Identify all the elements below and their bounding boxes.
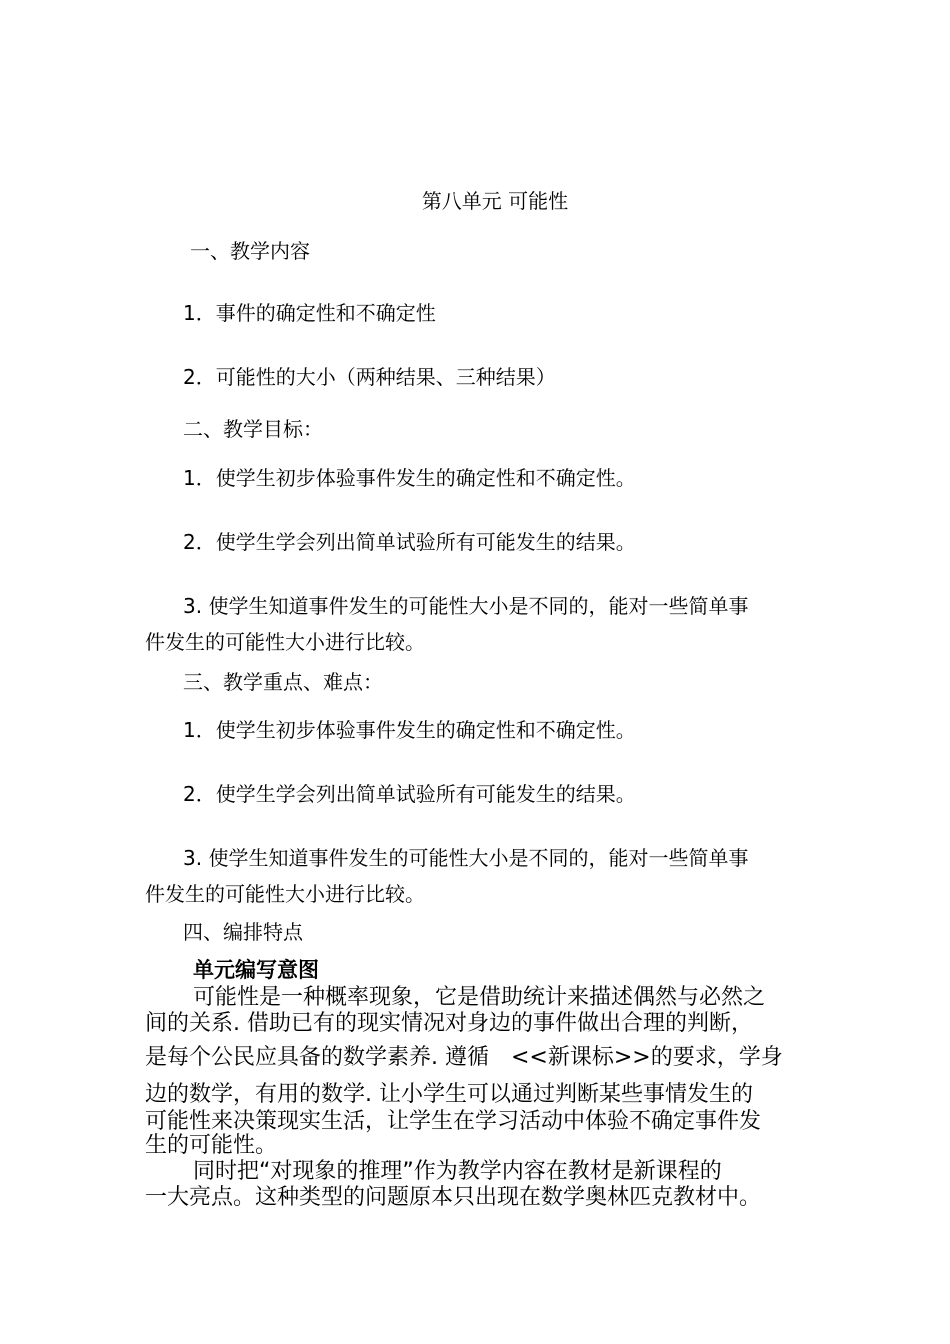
section-heading-4: 四、编排特点 xyxy=(183,920,303,944)
paragraph-line: 间的关系. 借助已有的现实情况对身边的事件做出合理的判断， xyxy=(145,1011,753,1036)
paragraph-line: 2．使学生学会列出简单试验所有可能发生的结果。 xyxy=(183,530,636,554)
section-heading-2: 二、教学目标： xyxy=(183,417,323,441)
paragraph-line: 生的可能性。 xyxy=(145,1133,278,1158)
paragraph-line: 边的数学，有用的数学. 让小学生可以通过判断某些事情发生的 xyxy=(145,1082,753,1107)
subsection-heading: 单元编写意图 xyxy=(193,958,319,982)
paragraph-line: 同时把“对现象的推理”作为教学内容在教材是新课程的 xyxy=(193,1159,722,1184)
document-title: 第八单元 可能性 xyxy=(421,189,569,213)
paragraph-line: 件发生的可能性大小进行比较。 xyxy=(145,630,425,654)
section-heading-3: 三、教学重点、难点： xyxy=(183,670,383,694)
paragraph-line: 1．使学生初步体验事件发生的确定性和不确定性。 xyxy=(183,466,636,490)
paragraph-line: 是每个公民应具备的数学素养. 遵循 <<新课标>>的要求，学身 xyxy=(145,1045,783,1070)
paragraph-line: 可能性来决策现实生活，让学生在学习活动中体验不确定事件发 xyxy=(145,1109,762,1134)
paragraph-line: 1．使学生初步体验事件发生的确定性和不确定性。 xyxy=(183,718,636,742)
paragraph-line: 2．使学生学会列出简单试验所有可能发生的结果。 xyxy=(183,782,636,806)
paragraph-line: 可能性是一种概率现象，它是借助统计来描述偶然与必然之 xyxy=(193,985,766,1010)
section-heading-1: 一、教学内容 xyxy=(190,239,310,263)
paragraph-line: 一大亮点。这种类型的问题原本只出现在数学奥林匹克教材中。 xyxy=(145,1185,762,1210)
paragraph-line: 1．事件的确定性和不确定性 xyxy=(183,301,436,325)
paragraph-line: 3. 使学生知道事件发生的可能性大小是不同的，能对一些简单事 xyxy=(183,846,749,870)
paragraph-line: 2．可能性的大小（两种结果、三种结果） xyxy=(183,365,556,389)
paragraph-line: 件发生的可能性大小进行比较。 xyxy=(145,882,425,906)
paragraph-line: 3. 使学生知道事件发生的可能性大小是不同的，能对一些简单事 xyxy=(183,594,749,618)
